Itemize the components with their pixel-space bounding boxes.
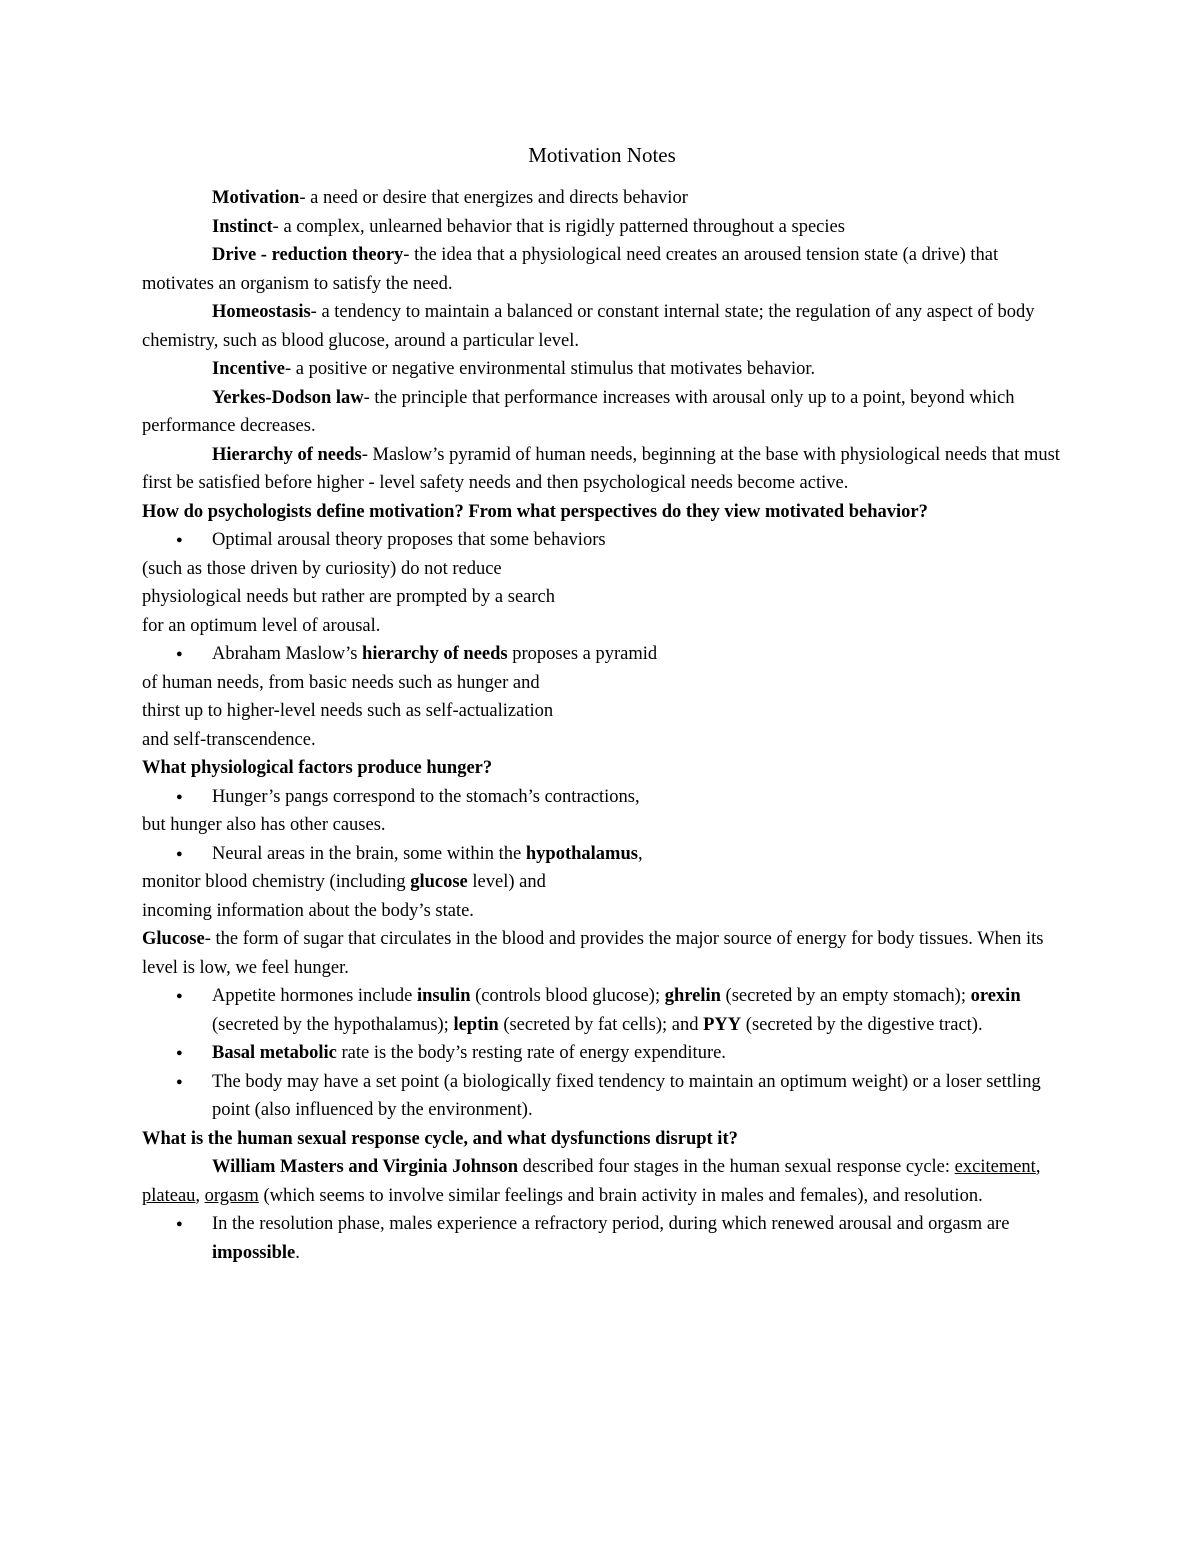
text: Neural areas in the brain, some within the [212, 843, 526, 864]
definition-text: - a need or desire that energizes and directs behavior [299, 188, 688, 208]
keyword: hypothalamus [525, 843, 638, 864]
line: Optimal arousal theory proposes that some behaviors [212, 530, 606, 550]
line: and self-transcendence. [142, 729, 316, 750]
line: physiological needs but rather are prompted by a search [142, 587, 556, 607]
line: Hunger’s pangs correspond to the stomach’s contractions, [212, 786, 640, 807]
line: thirst up to higher-level needs such as self-actualization [142, 701, 554, 721]
definition-text: - the form of sugar that circulates in the blood and provides the major source of energy for body tissues. When its level is low, we feel hunger. [142, 929, 1044, 978]
line: (such as those driven by curiosity) do not reduce [142, 558, 502, 579]
definition-hierarchy [142, 441, 1062, 498]
text: (controls blood glucose); [470, 986, 665, 1006]
text: described four stages in the human sexual response cycle: [517, 1157, 955, 1177]
bullet-neural-areas [142, 840, 1062, 926]
definition-motivation [142, 184, 1062, 213]
definition-homeostasis [142, 298, 1062, 355]
stage-excitement: excitement [954, 1157, 1036, 1177]
text: , [637, 843, 643, 864]
keyword: impossible [212, 1242, 296, 1263]
definition-text: - a positive or negative environmental stimulus that motivates behavior. [284, 359, 816, 379]
keyword: leptin [453, 1014, 499, 1035]
text: level) and [467, 872, 546, 892]
term: Homeostasis [212, 302, 311, 322]
stage-orgasm: orgasm [204, 1185, 259, 1206]
text: (which seems to involve similar feelings and brain activity in males and females), and resolution. [258, 1185, 983, 1206]
section-question-motivation: How do psychologists define motivation? From what perspectives do they view motivated behavior? [142, 501, 928, 522]
definition-text: - a complex, unlearned behavior that is rigidly patterned throughout a species [272, 216, 845, 237]
definition-text: - Maslow’s pyramid of human needs, beginning at the base with physiological needs that must first be satisfied before higher - level safety needs and then psychological needs become active. [142, 444, 1060, 493]
bullet-maslow [142, 640, 1062, 754]
keyword: glucose [410, 872, 468, 892]
stage-plateau: plateau [142, 1185, 196, 1206]
keyword: ghrelin [664, 986, 721, 1006]
text: monitor blood chemistry (including [142, 872, 411, 892]
line: for an optimum level of arousal. [142, 615, 381, 636]
text: rate is the body’s resting rate of energy expenditure. [336, 1043, 726, 1063]
definition-yerkes-dodson [142, 384, 1062, 441]
document-body [142, 140, 1062, 1267]
definition-text: - the idea that a physiological need creates an aroused tension state (a drive) that motivates an organism to satisfy the need. [142, 245, 999, 294]
text: proposes a pyramid [507, 644, 658, 664]
text: Appetite hormones include [212, 986, 417, 1006]
definition-incentive [142, 355, 1062, 384]
bullet-appetite-hormones [142, 982, 1062, 1039]
bullet-resolution-phase [142, 1210, 1062, 1267]
definition-drive-reduction [142, 241, 1062, 298]
section-question-hunger: What physiological factors produce hunger? [142, 758, 493, 778]
section-question-sexual-response: What is the human sexual response cycle, and what dysfunctions disrupt it? [142, 1128, 738, 1149]
names: William Masters and Virginia Johnson [212, 1157, 518, 1177]
term: Incentive [212, 359, 285, 379]
text: (secreted by fat cells); and [498, 1014, 704, 1035]
text: . [295, 1242, 300, 1263]
text: In the resolution phase, males experience a refractory period, during which renewed arousal and orgasm are [212, 1214, 1010, 1234]
term: Glucose [142, 929, 205, 949]
keyword: orexin [970, 986, 1021, 1006]
definition-instinct [142, 213, 1062, 242]
text: (secreted by the digestive tract). [741, 1014, 983, 1035]
text: (secreted by the hypothalamus); [212, 1014, 454, 1035]
keyword: hierarchy of needs [362, 644, 508, 664]
term: Yerkes-Dodson law [212, 387, 364, 408]
text: (secreted by an empty stomach); [720, 986, 971, 1006]
term: Motivation [212, 188, 300, 208]
term: Drive - reduction theory [212, 245, 404, 265]
bullet-hunger-pangs [142, 783, 1062, 840]
line: incoming information about the body’s state. [142, 900, 474, 921]
paragraph-masters-johnson [142, 1153, 1062, 1210]
definition-text: - the principle that performance increases with arousal only up to a point, beyond which performance decreases. [142, 387, 1015, 436]
bullet-set-point: ● The body may have a set point (a biologically fixed tendency to maintain an optimum weight) or a loser settling point (also influenced by the environment). [142, 1068, 1062, 1125]
definition-text: - a tendency to maintain a balanced or constant internal state; the regulation of any aspect of body chemistry, such as blood glucose, around a particular level. [142, 302, 1035, 351]
line: of human needs, from basic needs such as hunger and [142, 672, 540, 693]
term: Hierarchy of needs [212, 444, 362, 465]
bullet-basal-metabolic [142, 1039, 1062, 1068]
line: but hunger also has other causes. [142, 815, 386, 835]
separator: , [1035, 1157, 1041, 1177]
separator: , [195, 1185, 205, 1206]
keyword: Basal metabolic [212, 1043, 337, 1063]
keyword: PYY [703, 1014, 742, 1035]
definition-glucose [142, 925, 1062, 982]
page-title: Motivation Notes [528, 143, 676, 167]
bullet-optimal-arousal [142, 526, 1062, 640]
term: Instinct [212, 216, 273, 237]
text: Abraham Maslow’s [212, 644, 363, 664]
keyword: insulin [417, 986, 471, 1006]
